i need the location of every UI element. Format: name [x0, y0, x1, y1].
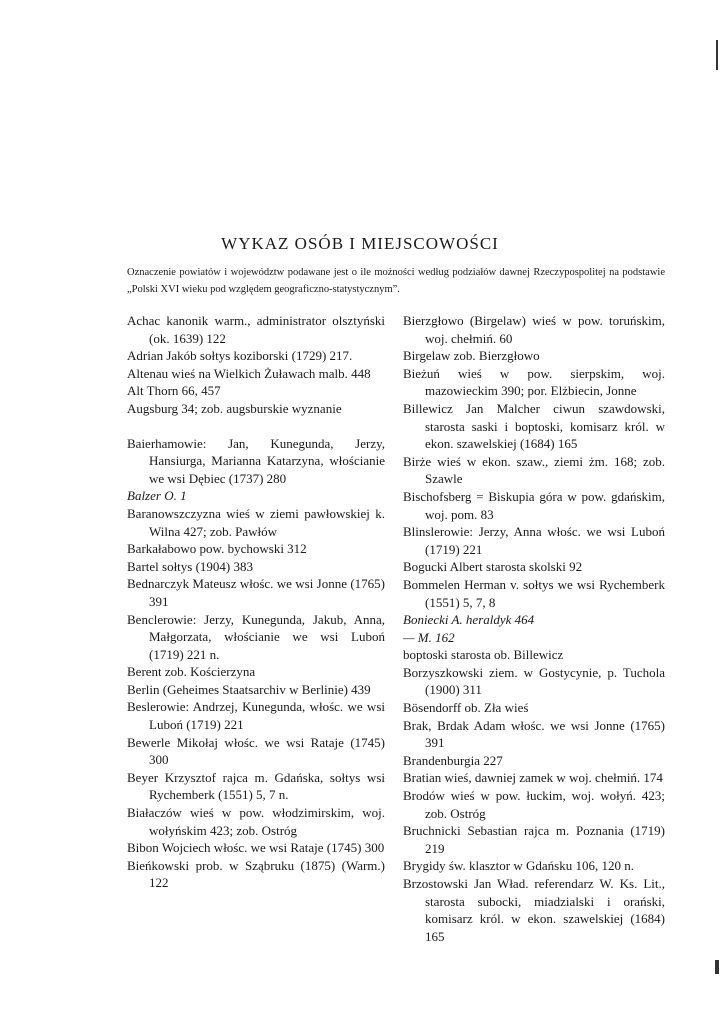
index-entry: Blinslerowie: Jerzy, Anna włośc. we wsi Luboń (1719) 221 [403, 524, 665, 557]
index-entry: Alt Thorn 66, 457 [127, 383, 221, 399]
index-entry: Altenau wieś na Wielkich Żuławach malb. 448 [127, 365, 371, 381]
index-entry: Beslerowie: Andrzej, Kunegunda, włośc. we wsi Luboń (1719) 221 [127, 699, 385, 733]
index-entry: Boniecki A. heraldyk 464 [403, 612, 535, 628]
index-entry: boptoski starosta ob. Billewicz [403, 647, 564, 663]
index-entry: Bratian wieś, dawniej zamek w woj. chełmiń. 174 [403, 770, 663, 786]
index-entry: Bruchnicki Sebastian rajca m. Poznania (1719) 219 [403, 823, 665, 856]
index-entry: Billewicz Jan Malcher ciwun szawdowski, starosta saski i boptoski, komisarz król. w ekon. szawelskiej (1684) 165 [403, 400, 665, 452]
index-entry: Bieńkowski prob. w Sząbruku (1875) (Warm.) 122 [127, 857, 385, 891]
index-entry: Bösendorff ob. Zła wieś [403, 700, 529, 716]
index-entry: Balzer O. 1 [127, 488, 187, 504]
index-entry: Baierhamowie: Jan, Kunegunda, Jerzy, Hansiurga, Marianna Katarzyna, włościanie we wsi Dębiec (1737) 280 [127, 435, 385, 486]
index-entry: Baranowszczyzna wieś w ziemi pawłowskiej k. Wilna 427; zob. Pawłów [127, 505, 385, 539]
index-entry: Bibon Wojciech włośc. we wsi Rataje (1745) 300 [127, 840, 385, 856]
index-column-left [127, 312, 385, 892]
index-entry: Berlin (Geheimes Staatsarchiv w Berlinie) 439 [127, 681, 371, 697]
index-entry: Birgelaw zob. Bierzgłowo [403, 348, 540, 364]
intro-note: Oznaczenie powiatów i województw podawane jest o ile możności według podziałów dawnej Rzeczypospolitej na podstawie „Polski XVI wieku pod względem geograficzno-statystycznym”. [127, 267, 665, 295]
scan-edge-mark [716, 40, 718, 70]
index-entry: Beyer Krzysztof rajca m. Gdańska, sołtys wsi Rychemberk (1551) 5, 7 n. [127, 769, 385, 803]
index-entry: Białaczów wieś w pow. włodzimirskim, woj. wołyńskim 423; zob. Ostróg [127, 805, 385, 838]
index-entry: Achac kanonik warm., administrator olsztyński (ok. 1639) 122 [127, 313, 385, 346]
index-entry: Brodów wieś w pow. łuckim, woj. wołyń. 423; zob. Ostróg [403, 788, 665, 821]
index-entry: Augsburg 34; zob. augsburskie wyznanie [127, 400, 342, 416]
index-entry: Bartel sołtys (1904) 383 [127, 558, 254, 574]
index-entry: Bierzgłowo (Birgelaw) wieś w pow. toruńskim, woj. chełmiń. 60 [403, 313, 665, 346]
index-entry: Benclerowie: Jerzy, Kunegunda, Jakub, Anna, Małgorzata, włościanie we wsi Luboń (1719) 221 n. [127, 611, 385, 662]
index-entry: Borzyszkowski ziem. w Gostycynie, p. Tuchola (1900) 311 [403, 664, 665, 698]
index-entry: Brak, Brdak Adam włośc. we wsi Jonne (1765) 391 [403, 717, 665, 751]
index-entry: Brzostowski Jan Wład. referendarz W. Ks. Lit., starosta subocki, miadzialski i orański, komisarz król. w ekon. szawelskiej (1684) 165 [403, 876, 665, 944]
index-entry: Brygidy św. klasztor w Gdańsku 106, 120 n. [403, 858, 634, 874]
index-entry: Bieżuń wieś w pow. sierpskim, woj. mazowieckim 390; por. Elżbiecin, Jonne [403, 365, 665, 399]
index-entry: Birże wieś w ekon. szaw., ziemi żm. 168; zob. Szawle [403, 453, 665, 487]
index-entry: Bogucki Albert starosta skolski 92 [403, 559, 583, 575]
index-column-right [403, 312, 665, 945]
index-entry: Adrian Jakób sołtys koziborski (1729) 217. [127, 348, 353, 364]
index-entry: Bewerle Mikołaj włośc. we wsi Rataje (1745) 300 [127, 734, 385, 768]
index-entry: Brandenburgia 227 [403, 752, 503, 768]
page-title: WYKAZ OSÓB I MIEJSCOWOŚCI [221, 234, 499, 253]
index-entry: Barkałabowo pow. bychowski 312 [127, 541, 307, 557]
scan-edge-mark [715, 960, 719, 974]
index-entry: Bednarczyk Mateusz włośc. we wsi Jonne (1765) 391 [127, 576, 385, 609]
index-entry: Berent zob. Kościerzyna [127, 664, 256, 680]
index-entry: Bommelen Herman v. sołtys we wsi Rychemberk (1551) 5, 7, 8 [403, 576, 665, 610]
index-entry: — M. 162 [403, 629, 455, 645]
index-entry: Bischofsberg = Biskupia góra w pow. gdańskim, woj. pom. 83 [403, 488, 665, 522]
